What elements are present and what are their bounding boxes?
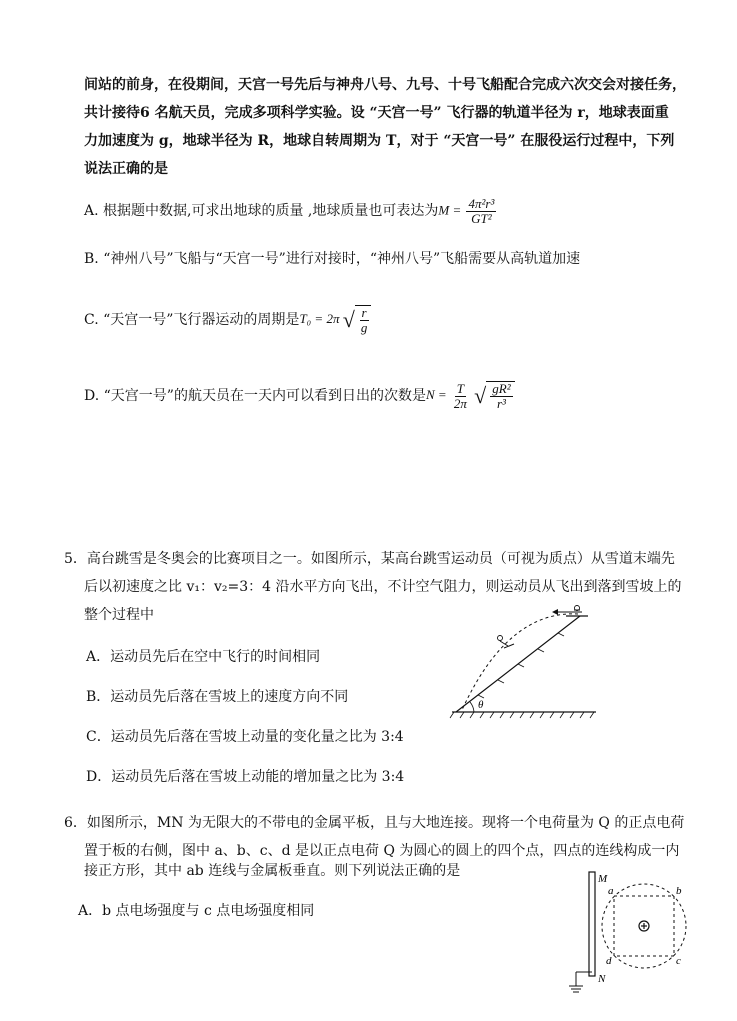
q6-stem-line-3: 接正方形，其中 ab 连线与金属板垂直。则下列说法正确的是 bbox=[84, 863, 461, 879]
label-d: d bbox=[606, 955, 612, 967]
q4-option-a-text: A. 根据题中数据,可求出地球的质量 ,地球质量也可表达为 bbox=[84, 203, 439, 219]
label-M: M bbox=[598, 873, 608, 885]
skier-midair-icon bbox=[498, 636, 515, 649]
slope-hatching bbox=[478, 633, 564, 698]
q5-option-c[interactable]: C．运动员先后落在雪坡上动量的变化量之比为 3:4 bbox=[86, 729, 404, 745]
q4-option-d-formula: N = $\frac{T}{2\pi}$ √ $\frac{\text{gR²}}{\text{r³}}$ bbox=[426, 381, 515, 411]
q4-option-b[interactable]: B. “神州八号”飞船与“天宫一号”进行对接时，“神州八号”飞船需要从高轨道加速 bbox=[84, 251, 581, 267]
intro-line-3: 力加速度为 g，地球半径为 R，地球自转周期为 T，对于 “天宫一号” 在服役运行过程中，下列 bbox=[84, 133, 675, 149]
q6-stem-line-2: 置于板的右侧，图中 a、b、c、d 是以正点电荷 Q 为圆心的圆上的四个点，四点的连线构成一内 bbox=[84, 843, 680, 859]
q5-stem-line-3: 整个过程中 bbox=[84, 607, 154, 623]
label-c: c bbox=[676, 955, 681, 967]
q6-option-a[interactable]: A．b 点电场强度与 c 点电场强度相同 bbox=[78, 903, 315, 919]
intro-line-1: 间站的前身，在役期间，天宫一号先后与神舟八号、九号、十号飞船配合完成六次交会对接任务， bbox=[84, 77, 686, 93]
label-N: N bbox=[598, 973, 606, 985]
q5-option-a[interactable]: A．运动员先后在空中飞行的时间相同 bbox=[86, 649, 321, 665]
intro-line-4: 说法正确的是 bbox=[84, 161, 168, 177]
q4-option-a-formula: M = $\frac{\text{4π²r³}}{\text{GT²}}$ bbox=[438, 195, 495, 226]
angle-arc bbox=[470, 702, 474, 712]
q4-option-d[interactable] bbox=[84, 376, 515, 416]
velocity-arrowhead bbox=[552, 609, 558, 615]
metal-plate bbox=[589, 872, 595, 976]
q5-option-d[interactable]: D．运动员先后落在雪坡上动能的增加量之比为 3:4 bbox=[86, 769, 405, 785]
q5-stem-line-2: 后以初速度之比 v₁：v₂=3：4 沿水平方向飞出，不计空气阻力，则运动员从飞出到落到雪坡上的 bbox=[84, 579, 682, 595]
positive-charge-icon bbox=[639, 921, 649, 931]
skier-top-icon bbox=[570, 606, 582, 613]
label-b: b bbox=[676, 885, 682, 897]
q4-option-d-text: D. “天宫一号”的航天员在一天内可以看到日出的次数是 bbox=[84, 388, 426, 404]
intro-line-2: 共计接待6 名航天员，完成多项科学实验。设 “天宫一号” 飞行器的轨道半径为 r，地球表面重 bbox=[84, 105, 669, 121]
q5-stem-line-1: 5．高台跳雪是冬奥会的比赛项目之一。如图所示，某高台跳雪运动员（可视为质点）从雪道末端先 bbox=[64, 551, 675, 567]
q4-option-c[interactable] bbox=[84, 300, 371, 340]
metal-plate-figure bbox=[566, 868, 690, 1008]
label-a: a bbox=[608, 885, 614, 897]
ground-hatching bbox=[450, 712, 594, 718]
q6-stem-line-1: 6．如图所示，MN 为无限大的不带电的金属平板，且与大地连接。现将一个电荷量为 Q 的正点电荷 bbox=[64, 815, 685, 831]
ground-symbol-icon bbox=[569, 986, 583, 992]
ski-jump-figure bbox=[448, 600, 598, 722]
angle-label: θ bbox=[478, 699, 484, 711]
q4-option-c-formula: T₀ = 2π √ $\frac{r}{g}$ bbox=[299, 305, 371, 335]
q4-option-c-text: C. “天宫一号”飞行器运动的周期是 bbox=[84, 312, 300, 328]
q5-option-b[interactable]: B．运动员先后落在雪坡上的速度方向不同 bbox=[86, 689, 349, 705]
q4-option-a[interactable] bbox=[84, 196, 498, 226]
